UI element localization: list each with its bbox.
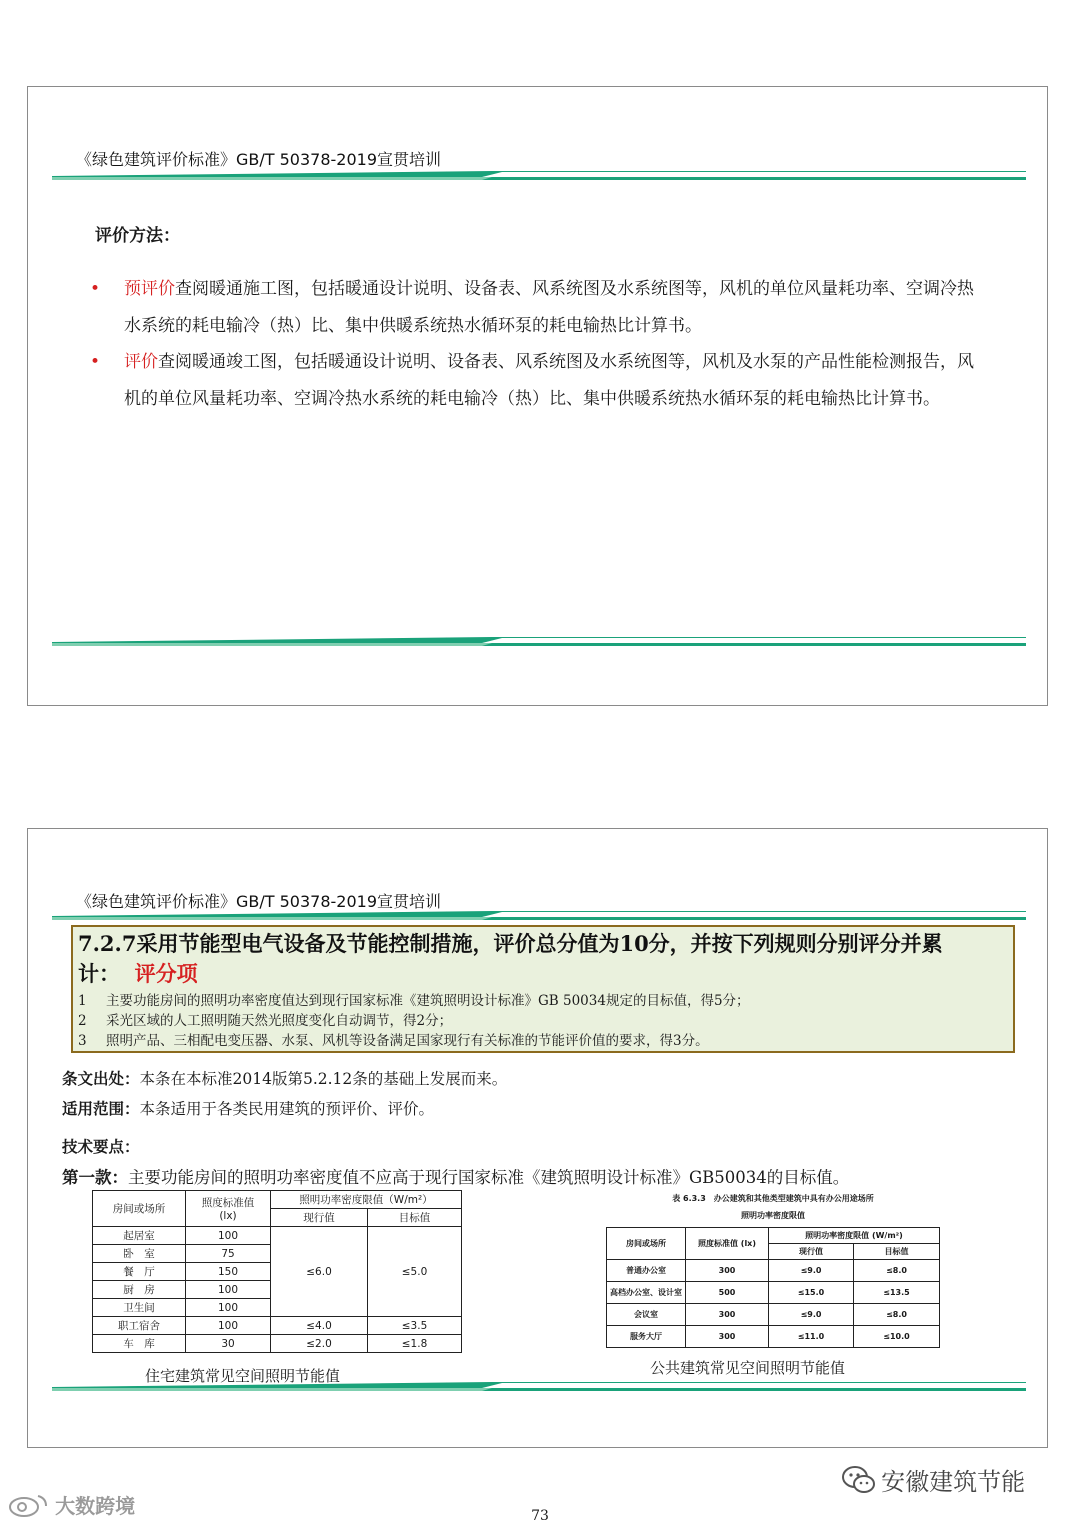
cell-current: ≤4.0: [271, 1317, 368, 1335]
item-number: 2: [78, 1013, 87, 1029]
bullet-dot-icon: •: [90, 352, 101, 372]
source-label: 条文出处：: [62, 1069, 140, 1088]
residential-table-caption: 住宅建筑常见空间照明节能值: [145, 1367, 341, 1385]
item-number: 1: [78, 993, 87, 1009]
cell-current: ≤11.0: [769, 1326, 854, 1348]
clause-title-text: 7.2.7采用节能型电气设备及节能控制措施，评价总分值为10分，并按下列规则分别评分并累计：: [78, 931, 943, 986]
source-paragraph: [62, 1067, 507, 1089]
tech-points-heading: [62, 1135, 140, 1157]
cell-lux: 75: [186, 1245, 271, 1263]
bullet-label: 评价: [124, 352, 158, 372]
scope-label: 适用范围：: [62, 1099, 140, 1118]
cell-current: ≤9.0: [769, 1304, 854, 1326]
bullet-text: 查阅暖通竣工图，包括暖通设计说明、设备表、风系统图及水系统图等，风机及水泵的产品性能检测报告，风机的单位风量耗功率、空调冷热水系统的耗电输冷（热）比、集中供暖系统热水循环泵的耗电输热比计算书。: [124, 352, 974, 409]
cell-lux: 100: [186, 1299, 271, 1317]
cell-lux: 150: [186, 1263, 271, 1281]
clause-label: 第一款：: [62, 1168, 128, 1187]
bullet-label: 预评价: [124, 279, 175, 299]
header-divider: [52, 171, 1026, 181]
public-table-title: [606, 1193, 940, 1221]
left-watermark-text: 大数跨境: [55, 1494, 136, 1518]
item-text: 主要功能房间的照明功率密度值达到现行国家标准《建筑照明设计标准》GB 50034规定的目标值，得5分；: [106, 993, 750, 1009]
clause-text: 主要功能房间的照明功率密度值不应高于现行国家标准《建筑照明设计标准》GB50034的目标值。: [128, 1168, 850, 1187]
cell-room: 普通办公室: [607, 1260, 686, 1282]
tech-label: 技术要点：: [62, 1137, 140, 1156]
residential-lighting-table: [92, 1190, 462, 1353]
cell-target: ≤10.0: [854, 1326, 940, 1348]
cell-target: ≤8.0: [854, 1304, 940, 1326]
table-row: [607, 1304, 940, 1326]
th-target: 目标值: [854, 1244, 940, 1260]
scoring-item-tag: 评分项: [134, 961, 198, 986]
bullet-dot-icon: •: [90, 279, 101, 299]
table-row: [607, 1326, 940, 1348]
th-target: 目标值: [368, 1209, 462, 1227]
th-current: 现行值: [769, 1244, 854, 1260]
cell-target: ≤1.8: [368, 1335, 462, 1353]
cell-room: 卫生间: [93, 1299, 186, 1317]
cell-room: 厨 房: [93, 1281, 186, 1299]
cell-lux: 300: [686, 1304, 769, 1326]
th-lux-line1: 照度标准值: [201, 1197, 255, 1209]
cell-lux: 500: [686, 1282, 769, 1304]
clause-one-paragraph: [62, 1164, 849, 1188]
footer-divider: [52, 1382, 1026, 1392]
bullet-text: 查阅暖通施工图，包括暖通设计说明、设备表、风系统图及水系统图等，风机的单位风量耗功率、空调冷热水系统的耗电输冷（热）比、集中供暖系统热水循环泵的耗电输热比计算书。: [124, 279, 974, 336]
header-divider: [52, 911, 1026, 921]
th-lpd: 照明功率密度限值（W/m²）: [271, 1191, 462, 1209]
cell-target: ≤8.0: [854, 1260, 940, 1282]
table-row: [607, 1282, 940, 1304]
wechat-watermark: [842, 1462, 1025, 1497]
bullet-evaluation: [90, 344, 990, 418]
slide-header-title: 《绿色建筑评价标准》GB/T 50378-2019宣贯培训: [76, 150, 442, 169]
clause-box: [71, 925, 1015, 1053]
cell-room: 高档办公室、设计室: [607, 1282, 686, 1304]
cell-room: 会议室: [607, 1304, 686, 1326]
cell-room: 起居室: [93, 1227, 186, 1245]
cell-room: 服务大厅: [607, 1326, 686, 1348]
th-room: 房间或场所: [607, 1228, 686, 1260]
cell-lux: 100: [186, 1227, 271, 1245]
cell-target: ≤13.5: [854, 1282, 940, 1304]
cell-target-merged: ≤5.0: [368, 1227, 462, 1317]
th-lux: 照度标准值 (lx): [686, 1228, 769, 1260]
table-row: [93, 1317, 462, 1335]
cell-target: ≤3.5: [368, 1317, 462, 1335]
cell-room: 卧 室: [93, 1245, 186, 1263]
cell-room: 职工宿舍: [93, 1317, 186, 1335]
public-lighting-table: [606, 1227, 940, 1348]
th-current: 现行值: [271, 1209, 368, 1227]
cell-lux: 100: [186, 1317, 271, 1335]
source-text: 本条在本标准2014版第5.2.12条的基础上发展而来。: [139, 1070, 508, 1088]
table-row: [93, 1335, 462, 1353]
footer-divider: [52, 637, 1026, 647]
clause-item-2: [78, 1009, 452, 1029]
item-text: 采光区域的人工照明随天然光照度变化自动调节，得2分；: [106, 1013, 453, 1029]
cell-lux: 300: [686, 1326, 769, 1348]
th-lpd: 照明功率密度限值 (W/m²): [769, 1228, 940, 1244]
cell-room: 车 库: [93, 1335, 186, 1353]
item-number: 3: [78, 1033, 87, 1049]
bullet-pre-evaluation: [90, 271, 990, 345]
cell-current: ≤2.0: [271, 1335, 368, 1353]
public-table-caption: 公共建筑常见空间照明节能值: [650, 1359, 846, 1377]
wechat-account-name: 安徽建筑节能: [881, 1468, 1026, 1496]
table-row: [93, 1227, 462, 1245]
table-row: [607, 1260, 940, 1282]
scope-text: 本条适用于各类民用建筑的预评价、评价。: [139, 1100, 435, 1118]
heading-evaluation-method: 评价方法：: [95, 226, 180, 246]
page-number: 73: [531, 1508, 549, 1524]
scope-paragraph: [62, 1097, 434, 1119]
cell-lux: 30: [186, 1335, 271, 1353]
clause-title: [78, 929, 1008, 989]
item-text: 照明产品、三相配电变压器、水泵、风机等设备满足国家现行有关标准的节能评价值的要求，得3分。: [106, 1033, 709, 1049]
cell-room: 餐 厅: [93, 1263, 186, 1281]
cell-current: ≤15.0: [769, 1282, 854, 1304]
wechat-logo-icon: [842, 1465, 876, 1495]
public-table-title-line2: 照明功率密度限值: [741, 1211, 805, 1220]
cell-current-merged: ≤6.0: [271, 1227, 368, 1317]
clause-item-1: [78, 989, 750, 1009]
clause-item-3: [78, 1029, 709, 1049]
th-room: 房间或场所: [93, 1191, 186, 1227]
cell-lux: 300: [686, 1260, 769, 1282]
th-lux: [186, 1191, 271, 1227]
slide-header-title: 《绿色建筑评价标准》GB/T 50378-2019宣贯培训: [76, 892, 442, 911]
slide-evaluation-method: [27, 86, 1048, 706]
cell-lux: 100: [186, 1281, 271, 1299]
cell-current: ≤9.0: [769, 1260, 854, 1282]
public-table-title-line1: 表 6.3.3 办公建筑和其他类型建筑中具有办公用途场所: [672, 1194, 874, 1203]
th-lux-line2: (lx): [219, 1210, 237, 1222]
slide-clause-7-2-7: [27, 828, 1048, 1448]
